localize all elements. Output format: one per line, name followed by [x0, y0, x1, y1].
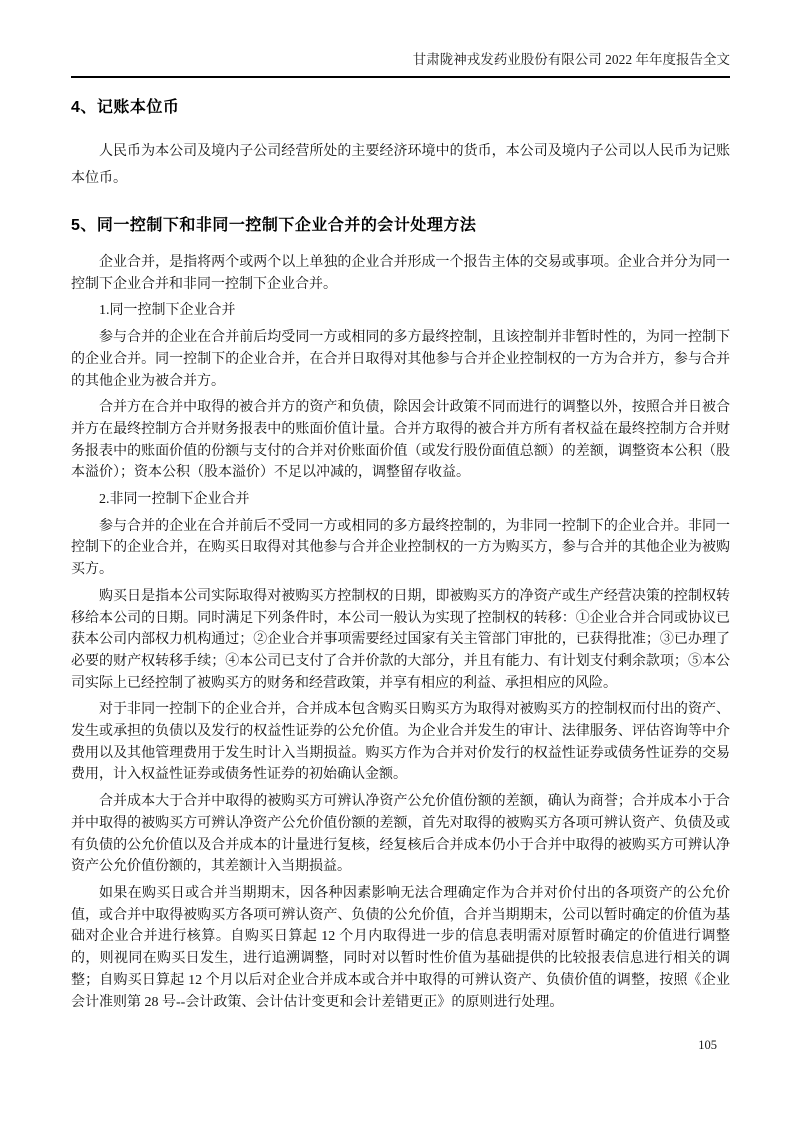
section-5-heading: 5、同一控制下和非同一控制下企业合并的会计处理方法 — [71, 217, 477, 234]
section-4-paragraph: 人民币为本公司及境内子公司经营所处的主要经济环境中的货币，本公司及境内子公司以人民币为记账本位币。 — [71, 144, 730, 186]
section-5-subitem-2: 2.非同一控制下企业合并 — [99, 492, 250, 508]
section-5-paragraph: 如果在购买日或合并当期期末，因各种因素影响无法合理确定作为合并对价付出的各项资产的公允价值，或合并中取得被购买方各项可辨认资产、负债的公允价值，合并当期期末，公司以暂时确定的价值为基础对企业合并进行核算。自购买日算起 12 个月内取得进一步的信息表明需对原暂时确定的价值进行调整的，则视同在购买日发生，进行追溯调整，同时对以暂时性价值为基础提供的比较报表信息进行相关的调整；自购买日算起 12 个月以后对企业合并成本或合并中取得的可辨认资产、负债价值的调整，按照《企业会计准则第 28 号--会计政策、会计估计变更和会计差错更正》的原则进行处理。 — [71, 885, 730, 1010]
section-5-subitem-1: 1.同一控制下企业合并 — [99, 303, 236, 319]
section-5-paragraph: 对于非同一控制下的企业合并，合并成本包含购买日购买方为取得对被购买方的控制权而付出的资产、发生或承担的负债以及发行的权益性证券的公允价值。为企业合并发生的审计、法律服务、评估咨询等中介费用以及其他管理费用于发生时计入当期损益。购买方作为合并对价发行的权益性证券或债务性证券的交易费用，计入权益性证券或债务性证券的初始确认金额。 — [71, 702, 730, 783]
section-5-paragraph: 参与合并的企业在合并前后均受同一方或相同的多方最终控制，且该控制并非暂时性的，为同一控制下的企业合并。同一控制下的企业合并，在合并日取得对其他参与合并企业控制权的一方为合并方，参与合并的其他企业为被合并方。 — [71, 330, 730, 389]
page-number: 105 — [698, 1038, 717, 1052]
section-4-heading: 4、记账本位币 — [71, 99, 180, 116]
report-header — [71, 0, 730, 78]
section-5-paragraph: 企业合并，是指将两个或两个以上单独的企业合并形成一个报告主体的交易或事项。企业合并分为同一控制下企业合并和非同一控制下企业合并。 — [71, 255, 730, 292]
section-5-paragraph: 合并方在合并中取得的被合并方的资产和负债，除因会计政策不同而进行的调整以外，按照合并日被合并方在最终控制方合并财务报表中的账面价值计量。合并方取得的被合并方所有者权益在最终控制方合并财务报表中的账面价值的份额与支付的合并对价账面价值（或发行股份面值总额）的差额，调整资本公积（股本溢价）；资本公积（股本溢价）不足以冲减的，调整留存收益。 — [71, 400, 730, 481]
section-5-paragraph: 合并成本大于合并中取得的被购买方可辨认净资产公允价值份额的差额，确认为商誉；合并成本小于合并中取得的被购买方可辨认净资产公允价值份额的差额，首先对取得的被购买方各项可辨认资产、负债及或有负债的公允价值以及合并成本的计量进行复核，经复核后合并成本仍小于合并中取得的被购买方可辨认净资产公允价值份额的，其差额计入当期损益。 — [71, 794, 730, 875]
section-5-paragraph: 参与合并的企业在合并前后不受同一方或相同的多方最终控制的，为非同一控制下的企业合并。非同一控制下的企业合并，在购买日取得对其他参与合并企业控制权的一方为购买方，参与合并的其他企业为被购买方。 — [71, 518, 730, 578]
section-5-paragraph: 购买日是指本公司实际取得对被购买方控制权的日期，即被购买方的净资产或生产经营决策的控制权转移给本公司的日期。同时满足下列条件时，本公司一般认为实现了控制权的转移：①企业合并合同或协议已获本公司内部权力机构通过；②企业合并事项需要经过国家有关主管部门审批的，已获得批准；③已办理了必要的财产权转移手续；④本公司已支付了合并价款的大部分，并且有能力、有计划支付剩余款项；⑤本公司实际上已经控制了被购买方的财务和经营政策，并享有相应的利益、承担相应的风险。 — [71, 588, 730, 691]
report-header-title: 甘肃陇神戎发药业股份有限公司 2022 年年度报告全文 — [412, 52, 730, 67]
